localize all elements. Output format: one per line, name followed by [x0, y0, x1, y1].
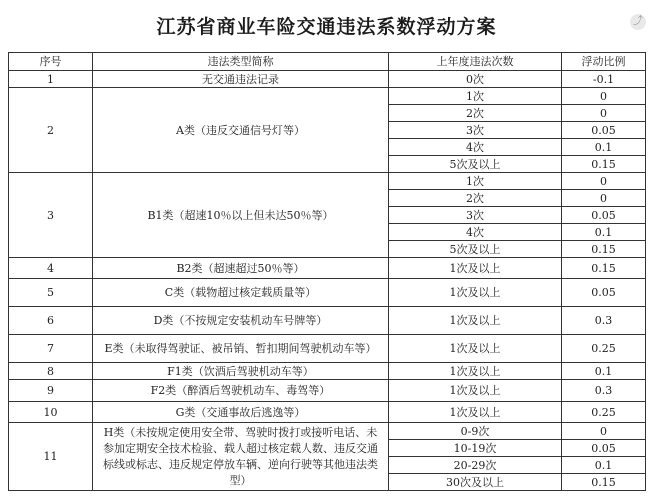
float-ratio: 0 [562, 173, 646, 190]
header-type: 违法类型简称 [93, 53, 389, 71]
violation-count: 20-29次 [389, 457, 562, 474]
violation-count: 30次及以上 [389, 474, 562, 491]
table-row [9, 307, 646, 335]
table-row [9, 402, 646, 423]
table-row [9, 380, 646, 402]
violation-count: 1次及以上 [389, 258, 562, 279]
violation-count: 1次及以上 [389, 279, 562, 307]
violation-type: 无交通违法记录 [93, 71, 389, 88]
violation-count: 0-9次 [389, 423, 562, 440]
violation-count: 1次及以上 [389, 363, 562, 380]
table-header-row [9, 53, 646, 71]
table-row [9, 258, 646, 279]
row-number: 11 [9, 423, 93, 491]
row-number: 6 [9, 307, 93, 335]
violation-type: A类（违反交通信号灯等） [93, 88, 389, 173]
violation-type: C类（载物超过核定载质量等） [93, 279, 389, 307]
violation-count: 3次 [389, 207, 562, 224]
row-number: 10 [9, 402, 93, 423]
violation-coefficient-table [8, 52, 646, 491]
violation-count: 4次 [389, 224, 562, 241]
row-number: 5 [9, 279, 93, 307]
table-row [9, 423, 646, 440]
row-number: 3 [9, 173, 93, 258]
share-icon[interactable]: ⤴ [630, 14, 646, 30]
float-ratio: 0.05 [562, 440, 646, 457]
table-row [9, 363, 646, 380]
violation-count: 2次 [389, 190, 562, 207]
row-number: 4 [9, 258, 93, 279]
header-count: 上年度违法次数 [389, 53, 562, 71]
float-ratio: 0.25 [562, 402, 646, 423]
violation-count: 1次及以上 [389, 335, 562, 363]
table-row [9, 71, 646, 88]
violation-count: 1次及以上 [389, 402, 562, 423]
row-number: 1 [9, 71, 93, 88]
violation-count: 1次及以上 [389, 380, 562, 402]
float-ratio: 0 [562, 105, 646, 122]
float-ratio: 0.05 [562, 279, 646, 307]
row-number: 9 [9, 380, 93, 402]
float-ratio: 0.3 [562, 380, 646, 402]
violation-type: E类（未取得驾驶证、被吊销、暂扣期间驾驶机动车等） [93, 335, 389, 363]
float-ratio: 0.1 [562, 224, 646, 241]
float-ratio: -0.1 [562, 71, 646, 88]
page-title: 江苏省商业车险交通违法系数浮动方案 [156, 16, 497, 38]
violation-count: 5次及以上 [389, 241, 562, 258]
table-row [9, 173, 646, 190]
header-ratio: 浮动比例 [562, 53, 646, 71]
violation-count: 1次 [389, 173, 562, 190]
violation-count: 0次 [389, 71, 562, 88]
table-row [9, 88, 646, 105]
row-number: 2 [9, 88, 93, 173]
table-row [9, 335, 646, 363]
float-ratio: 0.1 [562, 363, 646, 380]
violation-type: D类（不按规定安装机动车号牌等） [93, 307, 389, 335]
float-ratio: 0.15 [562, 156, 646, 173]
float-ratio: 0.25 [562, 335, 646, 363]
violation-count: 4次 [389, 139, 562, 156]
float-ratio: 0.1 [562, 457, 646, 474]
violation-type: B2类（超速超过50％等） [93, 258, 389, 279]
table-row [9, 279, 646, 307]
violation-count: 1次及以上 [389, 307, 562, 335]
float-ratio: 0.15 [562, 258, 646, 279]
row-number: 8 [9, 363, 93, 380]
float-ratio: 0.05 [562, 207, 646, 224]
float-ratio: 0 [562, 88, 646, 105]
violation-count: 1次 [389, 88, 562, 105]
violation-type: F1类（饮酒后驾驶机动车等） [93, 363, 389, 380]
violation-count: 10-19次 [389, 440, 562, 457]
float-ratio: 0.15 [562, 241, 646, 258]
violation-count: 2次 [389, 105, 562, 122]
violation-type: B1类（超速10％以上但未达50％等） [93, 173, 389, 258]
float-ratio: 0 [562, 190, 646, 207]
violation-type: H类（未按规定使用安全带、驾驶时拨打或接听电话、未参加定期安全技术检验、载人超过核定载人数、违反交通标线或标志、违反规定停放车辆、逆向行驶等其他违法类型） [93, 423, 389, 491]
float-ratio: 0.05 [562, 122, 646, 139]
float-ratio: 0.15 [562, 474, 646, 491]
float-ratio: 0.3 [562, 307, 646, 335]
row-number: 7 [9, 335, 93, 363]
violation-count: 3次 [389, 122, 562, 139]
float-ratio: 0.1 [562, 139, 646, 156]
float-ratio: 0 [562, 423, 646, 440]
violation-type: F2类（醉酒后驾驶机动车、毒驾等） [93, 380, 389, 402]
violation-count: 5次及以上 [389, 156, 562, 173]
header-no: 序号 [9, 53, 93, 71]
violation-type: G类（交通事故后逃逸等） [93, 402, 389, 423]
